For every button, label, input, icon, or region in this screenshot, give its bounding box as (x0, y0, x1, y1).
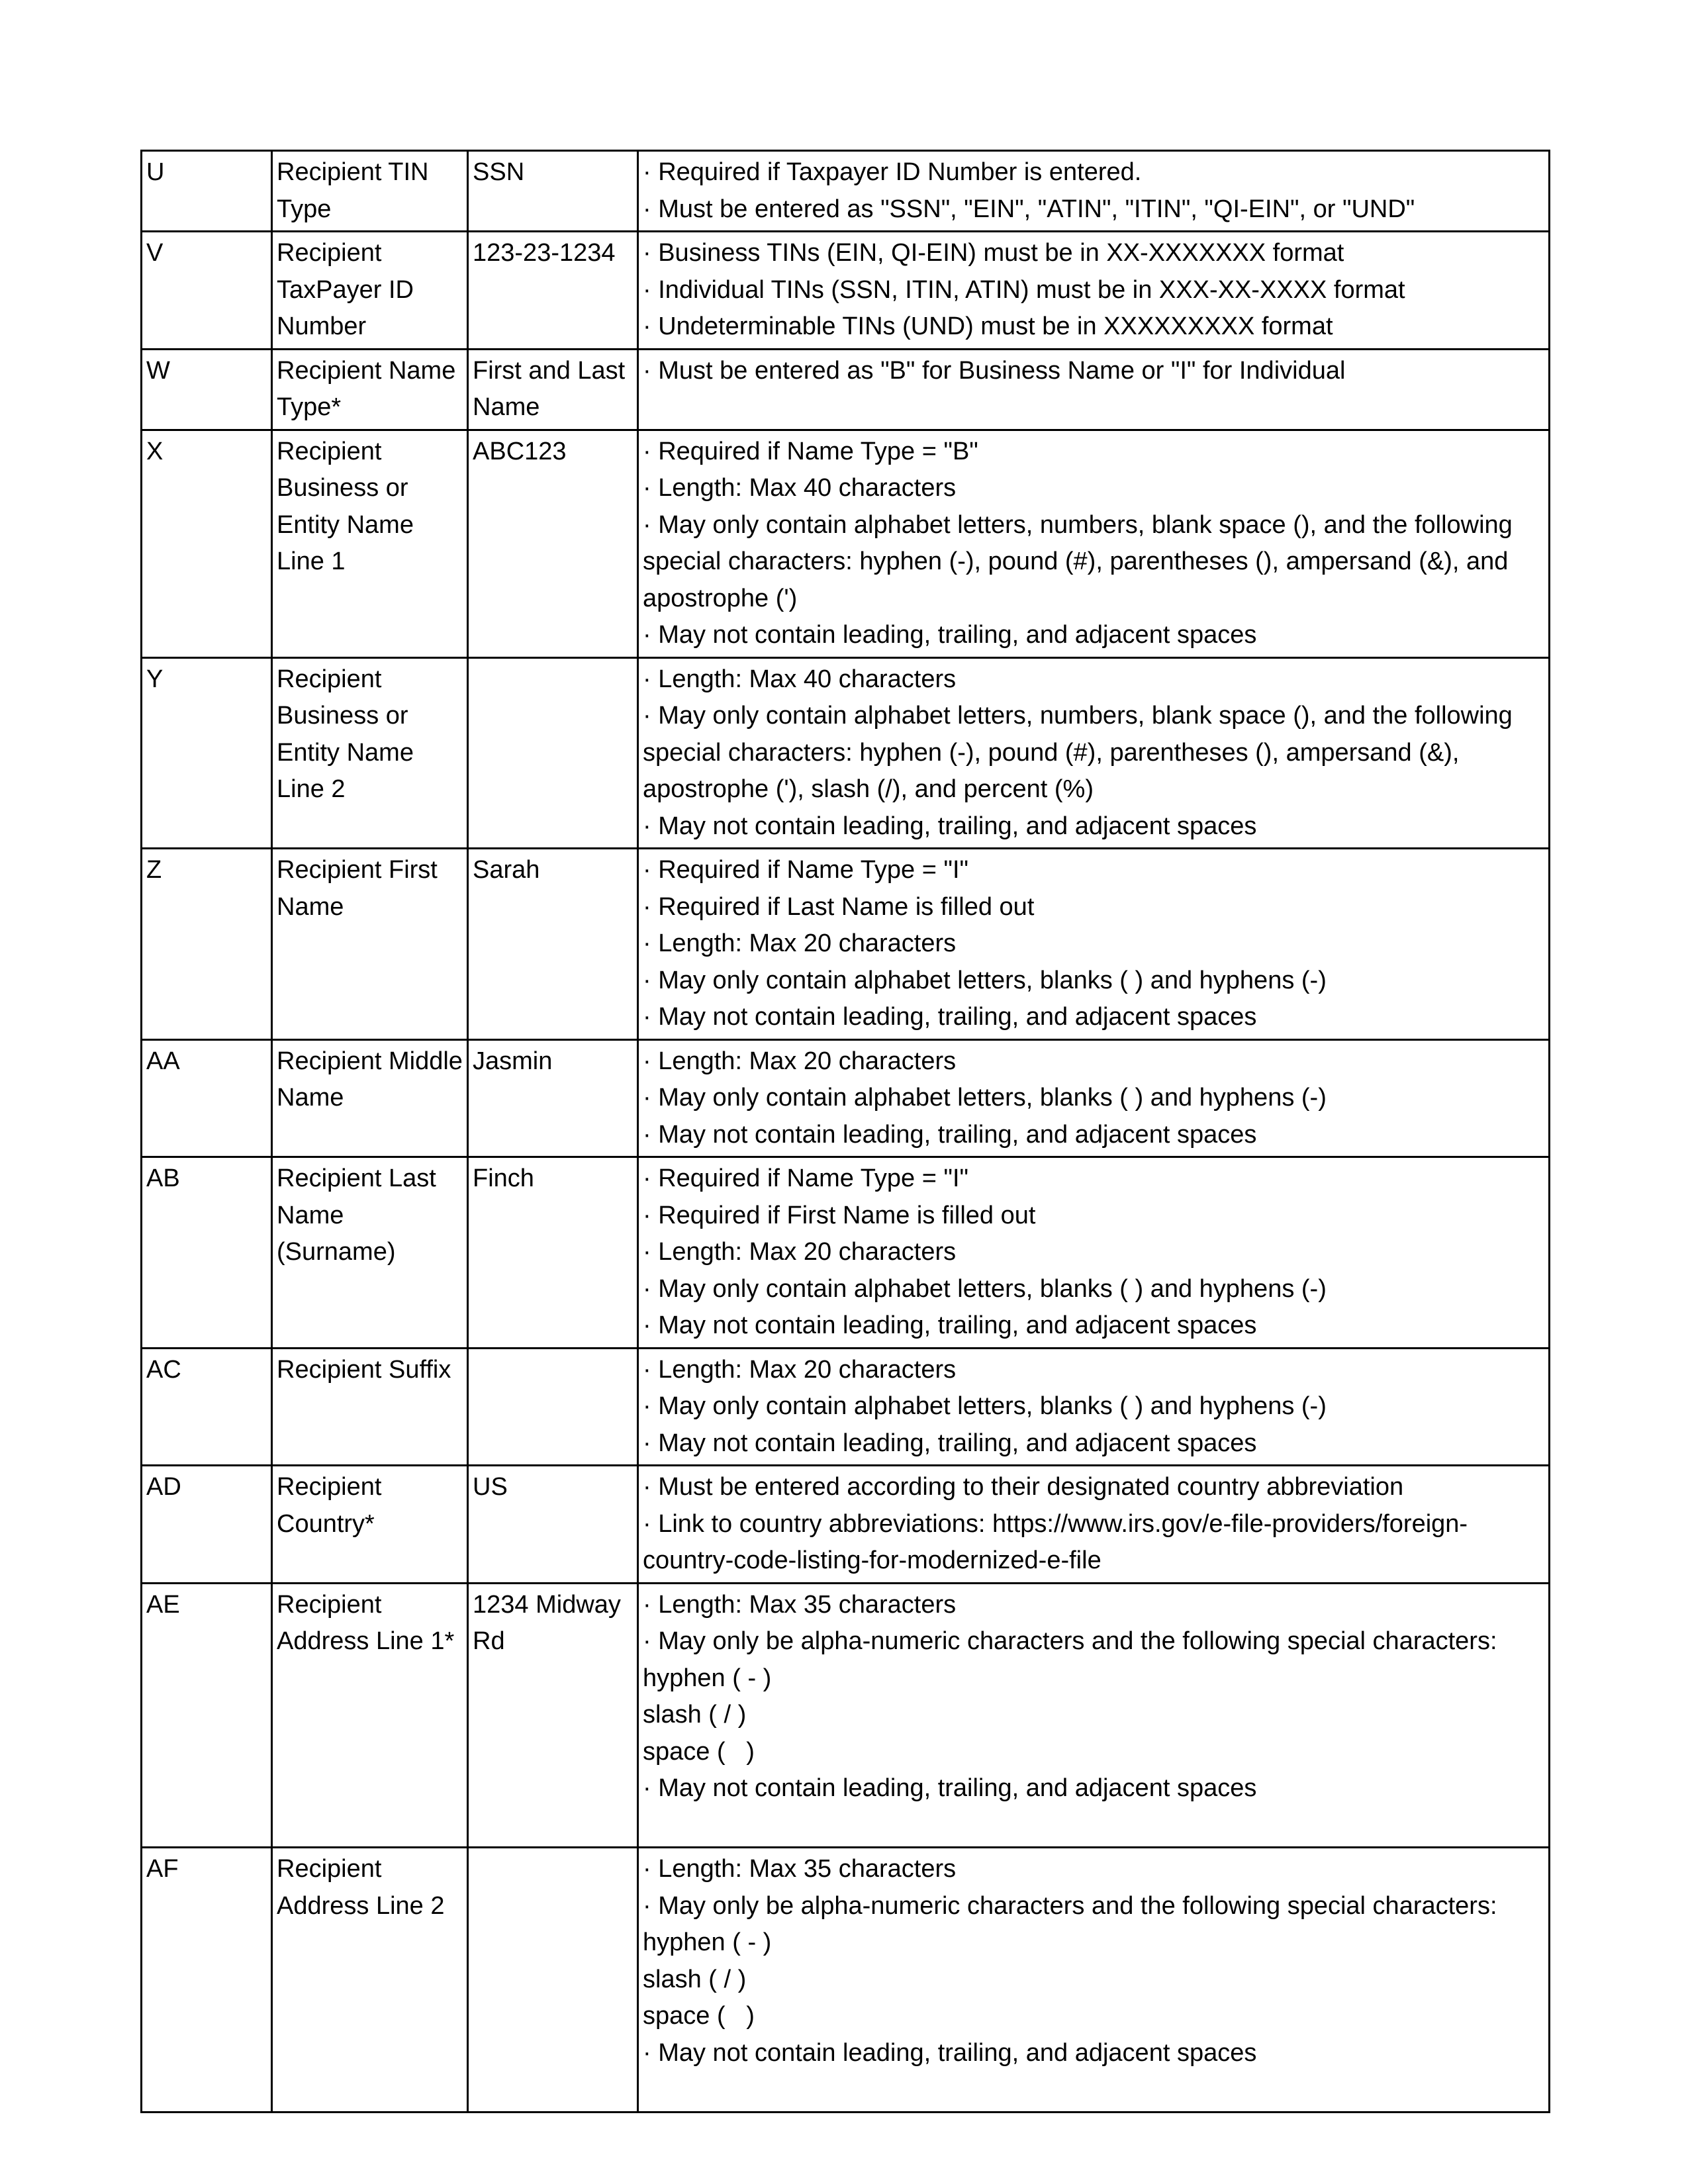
example-value-cell: Sarah (468, 849, 638, 1040)
table-row (142, 1466, 1550, 1584)
validation-rule-line: space ( ) (643, 2002, 755, 2030)
validation-rule-line: · May only contain alphabet letters, blanks ( ) and hyphens (-) (643, 966, 1327, 994)
validation-rule-line: · Individual TINs (SSN, ITIN, ATIN) must be in XXX-XX-XXXX format (643, 275, 1405, 304)
validation-rule-line: · Length: Max 35 characters (643, 1590, 957, 1619)
table-row (142, 1348, 1550, 1466)
column-letter-cell: W (142, 349, 272, 430)
validation-rule-line: · Must be entered as "SSN", "EIN", "ATIN", "ITIN", "QI-EIN", or "UND" (643, 195, 1415, 223)
validation-rule-line: · May not contain leading, trailing, and adjacent spaces (643, 1003, 1257, 1031)
validation-rules-cell (638, 1039, 1550, 1157)
table-row (142, 151, 1550, 232)
validation-rule-line: · Link to country abbreviations: https://www.irs.gov/e-file-providers/foreign-country-code-listing-for-modernized-e-file (643, 1509, 1468, 1574)
column-letter-cell: Z (142, 849, 272, 1040)
field-name-cell: Recipient Business or Entity Name Line 1 (272, 430, 468, 657)
field-name-cell: Recipient First Name (272, 849, 468, 1040)
validation-rules-cell (638, 349, 1550, 430)
validation-rule-line: · May only contain alphabet letters, numbers, blank space (), and the following special characters: hyphen (-), pound (#), parentheses (), ampersand (&), and apostrophe (') (643, 510, 1520, 612)
column-letter-cell: AE (142, 1583, 272, 1848)
validation-rule-line: · Length: Max 40 characters (643, 665, 957, 693)
table-row (142, 1157, 1550, 1349)
validation-rule-line: · May not contain leading, trailing, and adjacent spaces (643, 2038, 1257, 2067)
table-row (142, 657, 1550, 849)
validation-rule-line: slash ( / ) (643, 1965, 747, 1993)
example-value-cell (468, 1848, 638, 2113)
validation-rules-cell (638, 1157, 1550, 1349)
table-row (142, 1583, 1550, 1848)
field-name-cell: Recipient Name Type* (272, 349, 468, 430)
validation-rule-line (643, 1807, 1548, 1844)
column-letter-cell: AD (142, 1466, 272, 1584)
validation-rule-line: · May only contain alphabet letters, blanks ( ) and hyphens (-) (643, 1084, 1327, 1112)
table-row (142, 849, 1550, 1040)
column-letter-cell: AF (142, 1848, 272, 2113)
field-spec-table-body (142, 151, 1550, 2113)
field-name-cell: Recipient Middle Name (272, 1039, 468, 1157)
field-name-cell: Recipient Address Line 1* (272, 1583, 468, 1848)
validation-rule-line: · May only be alpha-numeric characters and the following special characters: (643, 1627, 1497, 1655)
example-value-cell: Finch (468, 1157, 638, 1349)
validation-rules-cell (638, 151, 1550, 232)
table-row (142, 1039, 1550, 1157)
validation-rule-line: · May not contain leading, trailing, and adjacent spaces (643, 1120, 1257, 1149)
column-letter-cell: Y (142, 657, 272, 849)
example-value-cell: 1234 Midway Rd (468, 1583, 638, 1848)
table-row (142, 430, 1550, 657)
validation-rules-cell (638, 1466, 1550, 1584)
validation-rule-line: space ( ) (643, 1737, 755, 1766)
table-row (142, 1848, 1550, 2113)
validation-rules-cell (638, 657, 1550, 849)
validation-rule-line: · Length: Max 20 characters (643, 1047, 957, 1075)
validation-rules-cell (638, 1848, 1550, 2113)
table-row (142, 232, 1550, 350)
example-value-cell (468, 657, 638, 849)
validation-rule-line: · Required if Name Type = "I" (643, 856, 968, 884)
validation-rule-line: · May not contain leading, trailing, and adjacent spaces (643, 621, 1257, 649)
field-name-cell: Recipient Address Line 2 (272, 1848, 468, 2113)
column-letter-cell: AB (142, 1157, 272, 1349)
validation-rule-line: · Must be entered according to their designated country abbreviation (643, 1473, 1404, 1501)
validation-rule-line: · Length: Max 20 characters (643, 929, 957, 957)
example-value-cell: First and Last Name (468, 349, 638, 430)
validation-rule-line: · Length: Max 40 characters (643, 474, 957, 502)
validation-rule-line: · Required if Last Name is filled out (643, 892, 1035, 921)
validation-rules-cell (638, 430, 1550, 657)
example-value-cell: 123-23-1234 (468, 232, 638, 350)
example-value-cell: Jasmin (468, 1039, 638, 1157)
validation-rule-line: · Length: Max 35 characters (643, 1855, 957, 1883)
field-name-cell: Recipient Country* (272, 1466, 468, 1584)
field-name-cell: Recipient TIN Type (272, 151, 468, 232)
field-name-cell: Recipient Business or Entity Name Line 2 (272, 657, 468, 849)
validation-rule-line: · Required if First Name is filled out (643, 1201, 1036, 1229)
validation-rule-line: · May only contain alphabet letters, numbers, blank space (), and the following special characters: hyphen (-), pound (#), parentheses (), ampersand (&), apostrophe ('), slash (/), and percent (%) (643, 702, 1520, 803)
example-value-cell: ABC123 (468, 430, 638, 657)
field-name-cell: Recipient Suffix (272, 1348, 468, 1466)
validation-rule-line (643, 2071, 1548, 2109)
validation-rule-line: hyphen ( - ) (643, 1928, 772, 1956)
validation-rule-line: · May not contain leading, trailing, and adjacent spaces (643, 1774, 1257, 1802)
validation-rule-line: · Required if Name Type = "B" (643, 437, 978, 465)
column-letter-cell: AA (142, 1039, 272, 1157)
column-letter-cell: AC (142, 1348, 272, 1466)
field-spec-table (140, 150, 1550, 2113)
validation-rule-line: hyphen ( - ) (643, 1664, 772, 1692)
example-value-cell: US (468, 1466, 638, 1584)
validation-rule-line: · May only contain alphabet letters, blanks ( ) and hyphens (-) (643, 1392, 1327, 1420)
validation-rule-line: · Length: Max 20 characters (643, 1238, 957, 1266)
validation-rules-cell (638, 1348, 1550, 1466)
validation-rule-line: · Required if Taxpayer ID Number is entered. (643, 158, 1142, 186)
column-letter-cell: U (142, 151, 272, 232)
validation-rules-cell (638, 1583, 1550, 1848)
validation-rule-line: · Required if Name Type = "I" (643, 1164, 968, 1192)
validation-rule-line: · Undeterminable TINs (UND) must be in XXXXXXXXX format (643, 312, 1333, 340)
table-row (142, 349, 1550, 430)
validation-rule-line: · May only contain alphabet letters, blanks ( ) and hyphens (-) (643, 1274, 1327, 1303)
field-name-cell: Recipient TaxPayer ID Number (272, 232, 468, 350)
validation-rule-line: slash ( / ) (643, 1701, 747, 1729)
example-value-cell (468, 1348, 638, 1466)
validation-rule-line: · Must be entered as "B" for Business Name or "I" for Individual (643, 356, 1346, 385)
validation-rule-line: · Business TINs (EIN, QI-EIN) must be in XX-XXXXXXX format (643, 239, 1344, 267)
column-letter-cell: X (142, 430, 272, 657)
validation-rules-cell (638, 232, 1550, 350)
example-value-cell: SSN (468, 151, 638, 232)
validation-rule-line: · May not contain leading, trailing, and adjacent spaces (643, 1429, 1257, 1457)
validation-rules-cell (638, 849, 1550, 1040)
validation-rule-line: · May only be alpha-numeric characters and the following special characters: (643, 1891, 1497, 1920)
validation-rule-line: · May not contain leading, trailing, and adjacent spaces (643, 812, 1257, 840)
column-letter-cell: V (142, 232, 272, 350)
field-name-cell: Recipient Last Name (Surname) (272, 1157, 468, 1349)
validation-rule-line: · Length: Max 20 characters (643, 1355, 957, 1384)
validation-rule-line: · May not contain leading, trailing, and adjacent spaces (643, 1311, 1257, 1339)
